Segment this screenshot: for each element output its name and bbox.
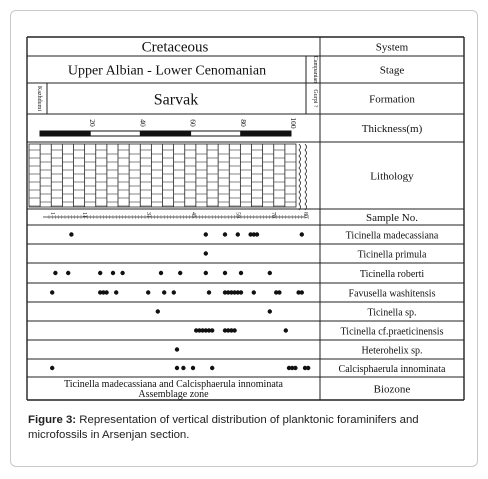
occurrence-dot	[156, 309, 160, 313]
thickness-tick-label: 60	[188, 119, 198, 127]
occurrence-dot	[232, 328, 236, 332]
occurrence-dot	[239, 271, 243, 275]
occurrence-dot	[210, 328, 214, 332]
stage-side-label: Campanian	[312, 55, 318, 84]
thickness-label: Thickness(m)	[361, 123, 423, 135]
formation-label: Formation	[369, 93, 415, 106]
occurrence-dot	[104, 290, 108, 294]
occurrence-dot	[178, 271, 182, 275]
formation-value: Sarvak	[153, 91, 199, 109]
species-name: Ticinella madecassiana	[345, 230, 439, 242]
occurrence-dot	[175, 366, 179, 370]
lithology-column	[29, 144, 307, 210]
occurrence-dot	[53, 271, 57, 275]
occurrence-dot	[252, 290, 256, 294]
occurrence-dot	[236, 232, 240, 236]
species-name: Favusella washitensis	[348, 288, 436, 300]
occurrence-dot	[159, 271, 163, 275]
occurrence-dot	[284, 328, 288, 332]
species-name: Ticinella sp.	[367, 307, 417, 319]
thickness-tick-label: 80	[238, 119, 248, 127]
occurrence-dots	[50, 232, 310, 370]
species-name: Heterohelix sp.	[361, 345, 423, 357]
caption-label: Figure 3:	[28, 414, 77, 426]
occurrence-dot	[162, 290, 166, 294]
sample-number-label: 59	[234, 212, 241, 218]
biozone-label: Biozone	[373, 383, 411, 396]
occurrence-dot	[300, 290, 304, 294]
occurrence-dot	[277, 290, 281, 294]
caption-text: Representation of vertical distribution of planktonic foraminifers and microfossils in Arsenjan section.	[28, 414, 419, 441]
occurrence-dot	[207, 290, 211, 294]
sample-label: Sample No.	[366, 212, 418, 224]
sample-number-label: 70	[269, 212, 276, 218]
occurrence-dot	[268, 271, 272, 275]
occurrence-dot	[50, 366, 54, 370]
occurrence-dot	[204, 251, 208, 255]
thickness-tick-label: 20	[88, 119, 98, 127]
system-value: Cretaceous	[141, 39, 209, 56]
figure-caption	[28, 413, 468, 443]
occurrence-dot	[172, 290, 176, 294]
sample-number-label: 80	[301, 212, 308, 218]
biozone-value: Assemblage zone	[138, 389, 209, 400]
occurrence-dot	[293, 366, 297, 370]
occurrence-dot	[223, 232, 227, 236]
occurrence-dot	[223, 271, 227, 275]
species-name: Calcisphaerula innominata	[338, 364, 446, 375]
formation-left-label: Kazhdumi	[36, 86, 42, 111]
occurrence-dot	[120, 271, 124, 275]
occurrence-dot	[114, 290, 118, 294]
sample-number-label: 1	[49, 212, 55, 215]
stage-value: Upper Albian - Lower Cenomanian	[67, 63, 267, 79]
thickness-tick-label: 40	[138, 119, 148, 127]
occurrence-dot	[146, 290, 150, 294]
formation-side-label: Gurpi ?	[312, 89, 318, 108]
biozone-value: Ticinella madecassiana and Calcisphaerula innominata	[63, 379, 284, 390]
occurrence-dot	[98, 271, 102, 275]
occurrence-dot	[239, 290, 243, 294]
occurrence-dot	[306, 366, 310, 370]
occurrence-dot	[255, 232, 259, 236]
lithology-label: Lithology	[370, 170, 414, 183]
occurrence-dot	[204, 232, 208, 236]
occurrence-dot	[210, 366, 214, 370]
occurrence-dot	[191, 366, 195, 370]
sample-number-label: 11	[81, 212, 87, 218]
system-label: System	[375, 41, 409, 54]
occurrence-dot	[181, 366, 185, 370]
occurrence-dot	[204, 271, 208, 275]
occurrence-dot	[268, 309, 272, 313]
table-cells	[36, 40, 446, 401]
species-name: Ticinella primula	[357, 249, 427, 261]
occurrence-dot	[66, 271, 70, 275]
stage-label: Stage	[379, 64, 405, 77]
occurrence-dot	[175, 347, 179, 351]
occurrence-dot	[300, 232, 304, 236]
occurrence-dot	[111, 271, 115, 275]
sample-number-label: 45	[189, 212, 196, 218]
occurrence-dot	[69, 232, 73, 236]
sample-number-label: 31	[145, 212, 151, 218]
species-name: Ticinella roberti	[359, 269, 425, 280]
species-name: Ticinella cf.praeticinensis	[340, 326, 444, 338]
thickness-tick-label: 100	[289, 117, 298, 129]
occurrence-dot	[50, 290, 54, 294]
